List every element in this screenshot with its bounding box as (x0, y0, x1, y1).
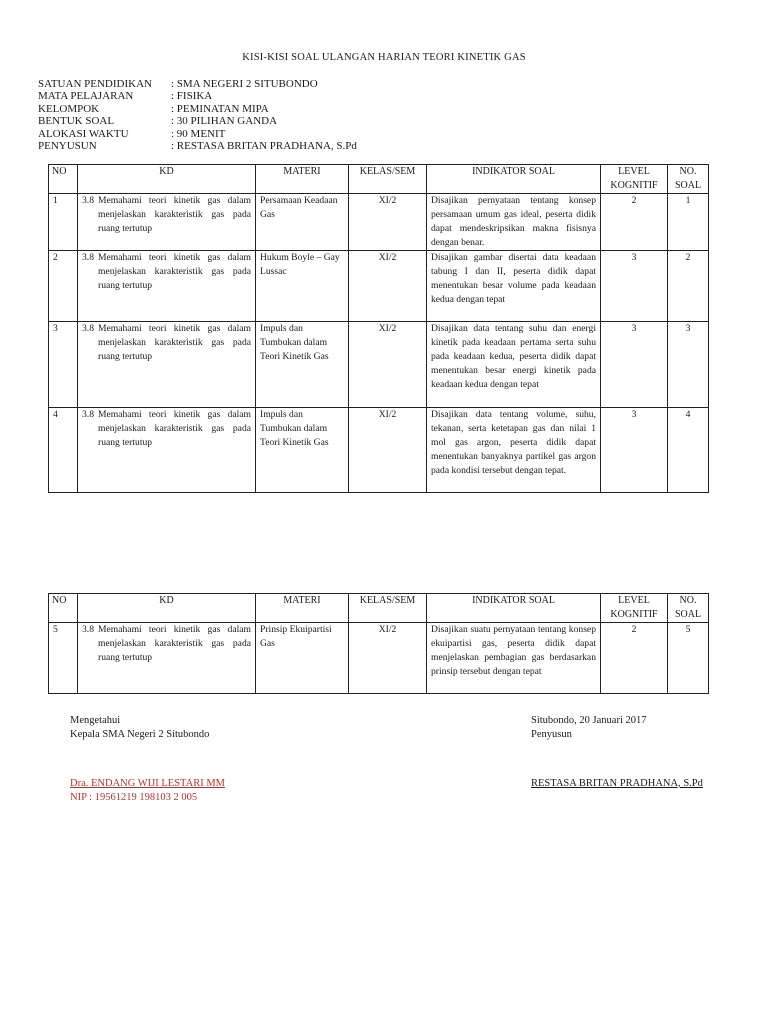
header-indikator: INDIKATOR SOAL (427, 594, 601, 623)
cell-kelas: XI/2 (349, 408, 427, 493)
header-kd: KD (78, 594, 256, 623)
cell-kelas: XI/2 (349, 194, 427, 251)
table-row (49, 623, 709, 694)
penyusun-name: RESTASA BRITAN PRADHANA, S.Pd (531, 778, 703, 789)
cell-no: 4 (49, 408, 78, 493)
cell-soal: 3 (668, 322, 709, 408)
kd-description: Memahami teori kinetik gas dalam menjelaskan karakteristik gas pada ruang tertutup (98, 323, 251, 362)
kepala-sekolah-nip: NIP : 19561219 198103 2 005 (70, 792, 198, 803)
header-kd: KD (78, 165, 256, 194)
cell-materi: Impuls dan Tumbukan dalam Teori Kinetik Gas (256, 322, 349, 408)
cell-no: 5 (49, 623, 78, 694)
info-block (38, 78, 357, 152)
kd-text (82, 251, 251, 293)
info-value: : SMA NEGERI 2 SITUBONDO (171, 78, 318, 90)
table-row (49, 194, 709, 251)
header-kelas: KELAS/SEM (349, 594, 427, 623)
info-value: : PEMINATAN MIPA (171, 102, 269, 115)
info-row (38, 128, 357, 140)
info-row (38, 103, 357, 115)
header-no: NO (49, 594, 78, 623)
kepala-sekolah-label: Kepala SMA Negeri 2 Situbondo (70, 729, 210, 740)
signature-right-name (531, 777, 703, 791)
cell-kd (78, 623, 256, 694)
cell-no: 1 (49, 194, 78, 251)
mengetahui-label: Mengetahui (70, 715, 121, 726)
info-row (38, 78, 357, 90)
cell-no: 2 (49, 251, 78, 322)
header-materi: MATERI (256, 594, 349, 623)
info-label: SATUAN PENDIDIKAN (38, 78, 152, 90)
header-materi: MATERI (256, 165, 349, 194)
info-value: : FISIKA (171, 90, 213, 103)
cell-materi: Prinsip Ekuipartisi Gas (256, 623, 349, 694)
kd-number: 3.8 (82, 195, 94, 206)
info-row (38, 90, 357, 102)
cell-level: 2 (601, 194, 668, 251)
header-soal: NO. SOAL (668, 165, 709, 194)
cell-soal: 5 (668, 623, 709, 694)
place-date: Situbondo, 20 Januari 2017 (531, 715, 647, 726)
kd-description: Memahami teori kinetik gas dalam menjelaskan karakteristik gas pada ruang tertutup (98, 252, 251, 291)
cell-level: 3 (601, 408, 668, 493)
table-header-row (49, 594, 709, 623)
cell-indikator: Disajikan suatu pernyataan tentang konsep ekuipartisi gas, peserta didik dapat menjelaskan pembagian gas berdasarkan prinsip tersebut dengan tepat (427, 623, 601, 694)
signature-left-name (70, 777, 225, 805)
table-row (49, 322, 709, 408)
cell-level: 3 (601, 322, 668, 408)
cell-indikator: Disajikan data tentang volume, suhu, tekanan, serta ketetapan gas dan nilai 1 mol gas argon, peserta didik dapat menentukan banyaknya partikel gas argon pada kondisi tersebut dengan tepat. (427, 408, 601, 493)
penyusun-label: Penyusun (531, 729, 572, 740)
cell-soal: 4 (668, 408, 709, 493)
info-label: KELOMPOK (38, 102, 100, 115)
signature-left (70, 714, 209, 742)
header-soal: NO. SOAL (668, 594, 709, 623)
kd-description: Memahami teori kinetik gas dalam menjelaskan karakteristik gas pada ruang tertutup (98, 624, 251, 663)
info-row (38, 115, 357, 127)
cell-kd (78, 251, 256, 322)
kepala-sekolah-name: Dra. ENDANG WIJI LESTARI MM (70, 778, 225, 789)
info-label: ALOKASI WAKTU (38, 127, 129, 140)
kd-text (82, 322, 251, 364)
cell-kelas: XI/2 (349, 322, 427, 408)
header-level: LEVEL KOGNITIF (601, 165, 668, 194)
cell-indikator: Disajikan data tentang suhu dan energi kinetik pada keadaan pertama serta suhu pada keadaan kedua, peserta didik dapat menentukan besar energi kinetik pada keadaan kedua dengan tepat (427, 322, 601, 408)
cell-kd (78, 322, 256, 408)
cell-kelas: XI/2 (349, 251, 427, 322)
kd-number: 3.8 (82, 409, 94, 420)
kd-number: 3.8 (82, 624, 94, 635)
cell-no: 3 (49, 322, 78, 408)
cell-materi: Hukum Boyle – Gay Lussac (256, 251, 349, 322)
cell-kd (78, 408, 256, 493)
kd-description: Memahami teori kinetik gas dalam menjelaskan karakteristik gas pada ruang tertutup (98, 409, 251, 448)
cell-indikator: Disajikan pernyataan tentang konsep persamaan umum gas ideal, peserta didik dapat mendeskripsikan makna fisisnya dengan benar. (427, 194, 601, 251)
header-indikator: INDIKATOR SOAL (427, 165, 601, 194)
cell-materi: Impuls dan Tumbukan dalam Teori Kinetik Gas (256, 408, 349, 493)
kisi-table-1 (48, 164, 709, 493)
info-value: : RESTASA BRITAN PRADHANA, S.Pd (171, 140, 357, 153)
info-label: PENYUSUN (38, 140, 97, 153)
kd-description: Memahami teori kinetik gas dalam menjelaskan karakteristik gas pada ruang tertutup (98, 195, 251, 234)
header-no: NO (49, 165, 78, 194)
table-header-row (49, 165, 709, 194)
info-label: MATA PELAJARAN (38, 90, 134, 103)
cell-kelas: XI/2 (349, 623, 427, 694)
cell-level: 3 (601, 251, 668, 322)
header-level: LEVEL KOGNITIF (601, 594, 668, 623)
kd-text (82, 408, 251, 450)
kisi-table-2 (48, 593, 709, 694)
table-row (49, 408, 709, 493)
cell-soal: 1 (668, 194, 709, 251)
header-kelas: KELAS/SEM (349, 165, 427, 194)
info-value: : 30 PILIHAN GANDA (171, 115, 278, 128)
document-title: KISI-KISI SOAL ULANGAN HARIAN TEORI KINETIK GAS (242, 52, 526, 63)
info-label: BENTUK SOAL (38, 115, 115, 128)
cell-soal: 2 (668, 251, 709, 322)
kd-number: 3.8 (82, 252, 94, 263)
cell-materi: Persamaan Keadaan Gas (256, 194, 349, 251)
table-row (49, 251, 709, 322)
info-row (38, 140, 357, 152)
cell-level: 2 (601, 623, 668, 694)
kd-text (82, 194, 251, 236)
cell-kd (78, 194, 256, 251)
info-value: : 90 MENIT (171, 127, 226, 140)
kd-number: 3.8 (82, 323, 94, 334)
cell-indikator: Disajikan gambar disertai data keadaan tabung I dan II, peserta didik dapat menentukan besar volume pada keadaan kedua dengan tepat (427, 251, 601, 322)
kd-text (82, 623, 251, 665)
signature-right (531, 714, 647, 742)
